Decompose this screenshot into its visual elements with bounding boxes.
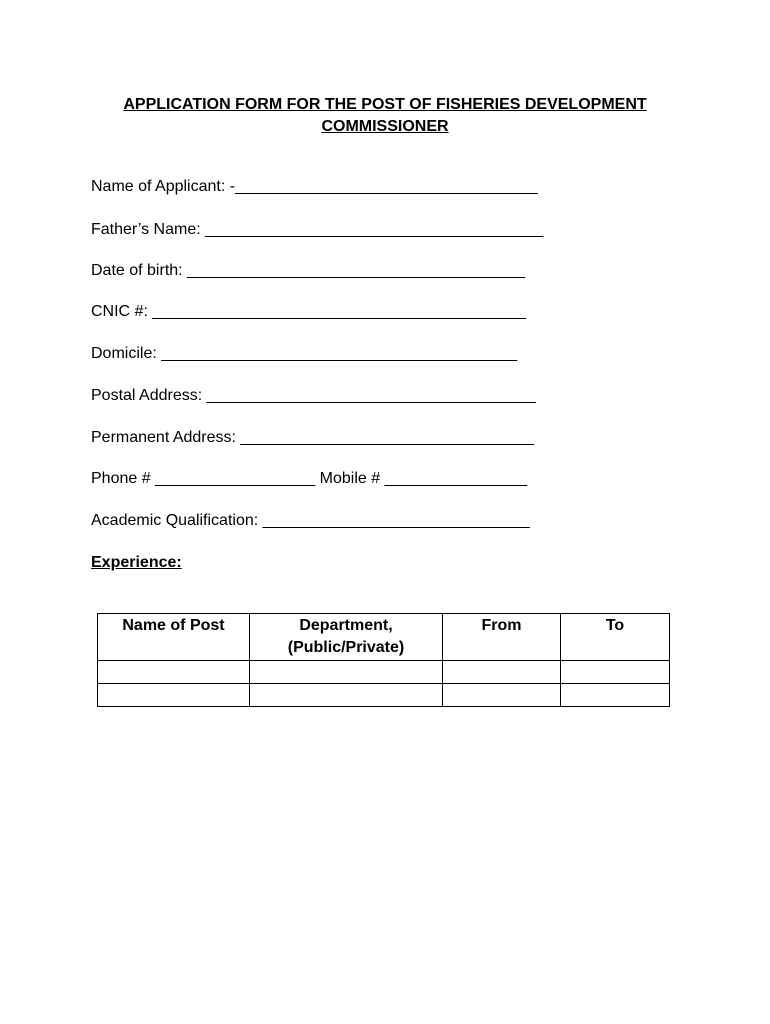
column-header-to xyxy=(561,614,670,661)
column-header-from xyxy=(443,614,561,661)
field-fathers-name: Father’s Name: ______________________________________ xyxy=(91,221,544,238)
column-header-name-of-post xyxy=(98,614,250,661)
experience-table-header-row xyxy=(98,614,670,661)
form-title-line-1: APPLICATION FORM FOR THE POST OF FISHERIES DEVELOPMENT xyxy=(123,96,647,113)
experience-table xyxy=(97,613,670,707)
column-header-name-of-post-text: Name of Post xyxy=(122,617,225,634)
table-cell-name-of-post xyxy=(98,684,250,707)
table-cell-to xyxy=(561,661,670,684)
form-title xyxy=(80,94,690,138)
table-cell-department xyxy=(250,684,443,707)
field-domicile: Domicile: ________________________________________ xyxy=(91,345,518,362)
field-date-of-birth: Date of birth: ______________________________________ xyxy=(91,262,526,279)
experience-heading: Experience: xyxy=(91,554,182,571)
field-postal-address: Postal Address: _____________________________________ xyxy=(91,387,536,404)
table-row xyxy=(98,684,670,707)
column-header-to-text: To xyxy=(605,617,625,634)
table-cell-name-of-post xyxy=(98,661,250,684)
column-header-from-text: From xyxy=(481,617,522,634)
form-title-line-2: COMMISSIONER xyxy=(321,118,449,135)
table-cell-to xyxy=(561,684,670,707)
column-header-department-line-1: Department, xyxy=(299,617,393,634)
table-row xyxy=(98,661,670,684)
field-phone-mobile: Phone # __________________ Mobile # ________________ xyxy=(91,470,527,487)
field-name-of-applicant: Name of Applicant: -__________________________________ xyxy=(91,178,538,195)
table-cell-from xyxy=(443,684,561,707)
field-cnic: CNIC #: __________________________________________ xyxy=(91,303,527,320)
column-header-department-line-2: (Public/Private) xyxy=(287,639,405,656)
table-cell-from xyxy=(443,661,561,684)
field-permanent-address: Permanent Address: _________________________________ xyxy=(91,429,535,446)
table-cell-department xyxy=(250,661,443,684)
field-academic-qualification: Academic Qualification: ______________________________ xyxy=(91,512,530,529)
column-header-department xyxy=(250,614,443,661)
